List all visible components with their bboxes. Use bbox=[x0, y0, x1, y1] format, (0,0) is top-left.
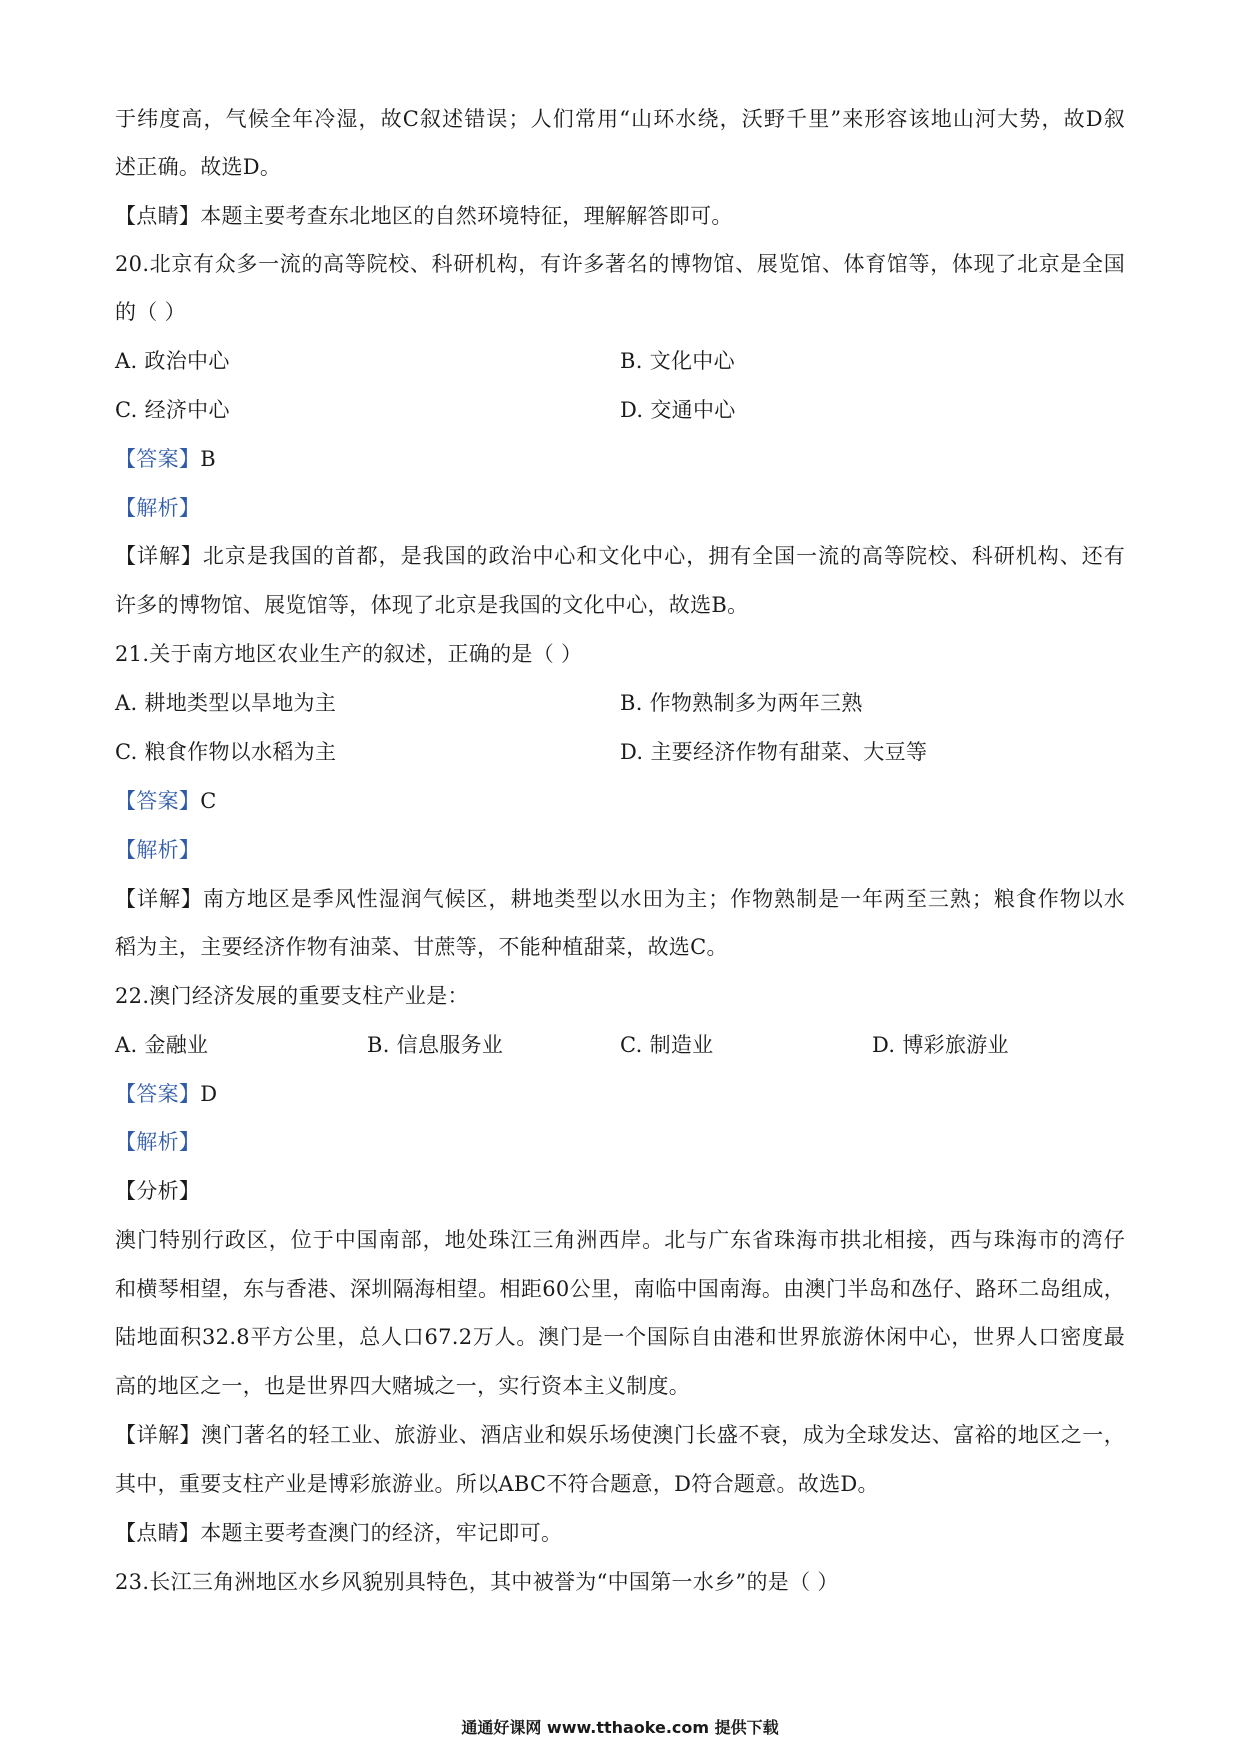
q20-analysis-tag: 【解析】 bbox=[115, 496, 201, 520]
q22-option-c: C. 制造业 bbox=[620, 1033, 714, 1057]
q19-detail-line-2: 述正确。故选D。 bbox=[115, 155, 282, 179]
q20-stem-line-1: 20.北京有众多一流的高等院校、科研机构，有许多著名的博物馆、展览馆、体育馆等，体现了北京是全国 bbox=[115, 252, 1125, 276]
detail-text: 南方地区是季风性湿润气候区，耕地类型以水田为主；作物熟制是一年两至三熟；粮食作物以水 bbox=[202, 887, 1125, 911]
q19-tip bbox=[115, 201, 1125, 231]
detail-text: 北京是我国的首都，是我国的政治中心和文化中心，拥有全国一流的高等院校、科研机构、还有 bbox=[202, 544, 1125, 568]
answer-value: C bbox=[200, 789, 217, 813]
q22-fenxi-line-4: 高的地区之一，也是世界四大赌城之一，实行资本主义制度。 bbox=[115, 1374, 691, 1398]
q20-option-c: C. 经济中心 bbox=[115, 398, 230, 422]
q22-answer bbox=[115, 1079, 1125, 1109]
q20-stem-line-2: 的（ ） bbox=[115, 300, 186, 324]
q22-fenxi-line-3: 陆地面积32.8平方公里，总人口67.2万人。澳门是一个国际自由港和世界旅游休闲中心，世界人口密度最 bbox=[115, 1325, 1125, 1349]
q21-option-d: D. 主要经济作物有甜菜、大豆等 bbox=[620, 740, 928, 764]
q21-option-b: B. 作物熟制多为两年三熟 bbox=[620, 691, 863, 715]
q20-detail-line-2: 许多的博物馆、展览馆等，体现了北京是我国的文化中心，故选B。 bbox=[115, 593, 749, 617]
q22-option-d: D. 博彩旅游业 bbox=[872, 1033, 1009, 1057]
detail-tag: 【详解】 bbox=[115, 887, 203, 911]
q22-fenxi-line-2: 和横琴相望，东与香港、深圳隔海相望。相距60公里，南临中国南海。由澳门半岛和氹仔、路环二岛组成， bbox=[115, 1277, 1125, 1301]
q21-option-c: C. 粮食作物以水稻为主 bbox=[115, 740, 337, 764]
q21-analysis-tag: 【解析】 bbox=[115, 838, 201, 862]
tip-tag: 【点睛】 bbox=[115, 204, 201, 228]
answer-value: B bbox=[200, 447, 216, 471]
q21-detail-line-2: 稻为主，主要经济作物有油菜、甘蔗等，不能种植甜菜，故选C。 bbox=[115, 935, 728, 959]
tip-tag: 【点睛】 bbox=[115, 1521, 201, 1545]
q20-detail-line-1 bbox=[115, 541, 1125, 571]
answer-value: D bbox=[200, 1082, 218, 1106]
q22-tip bbox=[115, 1518, 1125, 1548]
q20-option-a: A. 政治中心 bbox=[115, 349, 230, 373]
q22-stem: 22.澳门经济发展的重要支柱产业是： bbox=[115, 984, 469, 1008]
q22-option-a: A. 金融业 bbox=[115, 1033, 209, 1057]
q20-answer bbox=[115, 444, 1125, 474]
q21-detail-line-1 bbox=[115, 884, 1125, 914]
q21-stem: 21.关于南方地区农业生产的叙述，正确的是（ ） bbox=[115, 642, 583, 666]
q22-detail-line-2: 其中，重要支柱产业是博彩旅游业。所以ABC不符合题意，D符合题意。故选D。 bbox=[115, 1472, 879, 1496]
answer-tag: 【答案】 bbox=[115, 789, 201, 813]
q20-option-b: B. 文化中心 bbox=[620, 349, 735, 373]
detail-tag: 【详解】 bbox=[115, 544, 203, 568]
q22-fenxi-line-1: 澳门特别行政区，位于中国南部，地处珠江三角洲西岸。北与广东省珠海市拱北相接，西与珠海市的湾仔 bbox=[115, 1228, 1125, 1252]
q20-option-d: D. 交通中心 bbox=[620, 398, 736, 422]
answer-tag: 【答案】 bbox=[115, 1082, 201, 1106]
tip-text: 本题主要考查东北地区的自然环境特征，理解解答即可。 bbox=[200, 204, 733, 228]
q21-option-a: A. 耕地类型以旱地为主 bbox=[115, 691, 337, 715]
q23-stem: 23.长江三角洲地区水乡风貌别具特色，其中被誉为“中国第一水乡”的是（ ） bbox=[115, 1570, 839, 1594]
q22-detail-line-1 bbox=[115, 1420, 1125, 1450]
tip-text: 本题主要考查澳门的经济，牢记即可。 bbox=[200, 1521, 563, 1545]
q19-detail-line-1: 于纬度高，气候全年冷湿，故C叙述错误；人们常用“山环水绕，沃野千里”来形容该地山河大势，故D叙 bbox=[115, 107, 1125, 131]
q21-answer bbox=[115, 786, 1125, 816]
detail-text: 澳门著名的轻工业、旅游业、酒店业和娱乐场使澳门长盛不衰，成为全球发达、富裕的地区之一， bbox=[200, 1423, 1125, 1447]
q22-analysis-tag: 【解析】 bbox=[115, 1130, 201, 1154]
footer-watermark: 通通好课网 www.tthaoke.com 提供下载 bbox=[461, 1718, 779, 1737]
q22-option-b: B. 信息服务业 bbox=[367, 1033, 504, 1057]
detail-tag: 【详解】 bbox=[115, 1423, 201, 1447]
q22-fenxi-tag: 【分析】 bbox=[115, 1179, 201, 1203]
answer-tag: 【答案】 bbox=[115, 447, 201, 471]
